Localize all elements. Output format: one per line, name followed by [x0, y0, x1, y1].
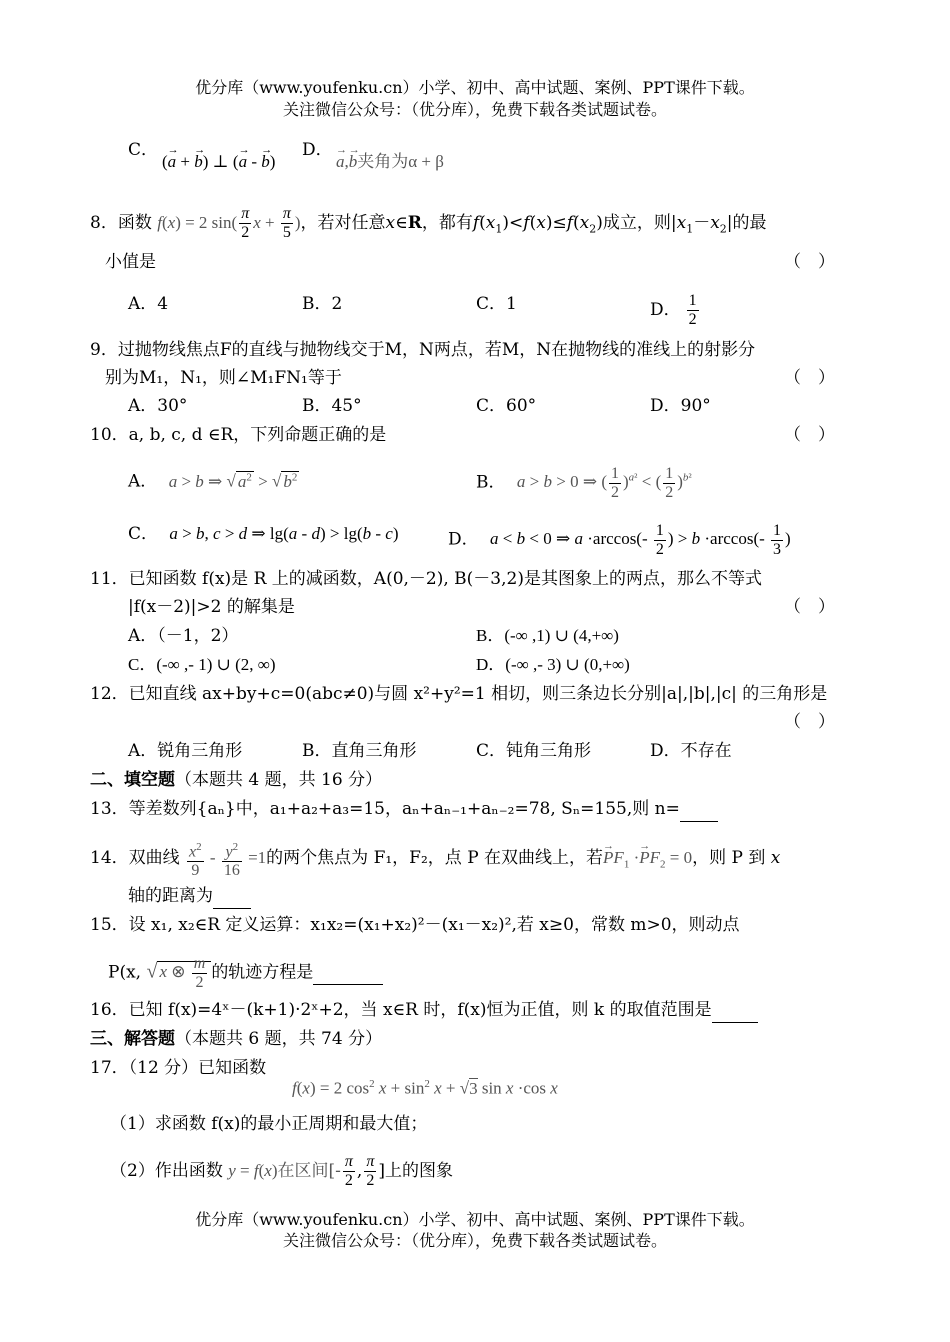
q10-answer-paren: （ ）	[784, 425, 835, 445]
q11-option-c: C．(-∞ ,- 1) ∪ (2, ∞)	[128, 655, 276, 674]
q13-answer-blank	[680, 797, 718, 822]
q12-option-d: D．不存在	[650, 741, 732, 761]
q7-option-c: C．	[128, 140, 159, 160]
q14-stem: 14．双曲线 $\frac{x^2}{9}$ - $\frac{y^2}{16}$ =1的两个焦点为 F₁，F₂，点 P 在双曲线上，若→ $PF_1 \cdot\to PF_2 = 0$，则 P 到 x	[90, 838, 780, 880]
header-line-2: 关注微信公众号：（优分库），免费下载各类试题试卷。	[282, 100, 667, 119]
q9-option-d: D．90°	[650, 396, 711, 416]
q7-option-c-formula: (→ a + → b) ⊥ (→ a - → b)	[162, 150, 275, 174]
q15-stem-line2: P(x, √ x ⊗ $\frac{m}{2}$ 的轨迹方程是	[108, 955, 383, 992]
q7-option-d-formula: → a,→ b夹角为α + β	[336, 150, 444, 174]
q8-frac-pi-5: $\frac{\pi}{5}$	[282, 205, 291, 241]
q11-option-d: D．(-∞ ,- 3) ∪ (0,+∞)	[476, 655, 630, 674]
footer-line-2: 关注微信公众号：（优分库），免费下载各类试题试卷。	[282, 1231, 667, 1250]
q9-stem: 9．过抛物线焦点F的直线与抛物线交于M，N两点，若M，N在抛物线的准线上的射影分	[90, 340, 756, 360]
q15-stem: 15．设 x₁, x₂∈R 定义运算：x₁x₂=(x₁+x₂)²－(x₁－x₂)²,若 x≥0，常数 m>0，则动点	[90, 915, 740, 935]
q17-stem: 17．（12 分）已知函数	[90, 1058, 267, 1078]
q10-option-c: C． a > b, c > d ⇒ lg(a - d) > lg(b - c)	[128, 524, 399, 544]
q12-option-c: C．钝角三角形	[476, 741, 592, 761]
q8-frac-pi-2: $\frac{\pi}{2}$	[241, 205, 250, 241]
q17-sub-2: （2）作出函数 y = f(x)在区间[- $\frac{\pi}{2}$ , $\frac{\pi}{2}$ ]上的图象	[110, 1153, 453, 1189]
q12-stem: 12．已知直线 ax+by+c=0(abc≠0)与圆 x²+y²=1 相切，则三条边长分别|a|,|b|,|c| 的三角形是	[90, 684, 828, 704]
q8-option-d: D． $\frac{1}{2}$	[650, 292, 697, 328]
q8-stem-line2: 小值是	[105, 252, 156, 272]
q8-option-b: B．2	[302, 294, 343, 314]
q11-option-b: B．(-∞ ,1) ∪ (4,+∞)	[476, 626, 619, 645]
footer-line-1: 优分库（www.youfenku.cn）小学、初中、高中试题、案例、PPT课件下载。	[195, 1210, 755, 1229]
section-2-title: 二、填空题（本题共 4 题，共 16 分）	[90, 770, 383, 790]
q10-stem: 10．a, b, c, d ∈R，下列命题正确的是	[90, 425, 387, 445]
q11-option-a: A．（－1，2）	[128, 626, 239, 646]
q10-option-b: B． a > b > 0 ⇒ ( $\frac{1}{2}$ )$^{a^2}$ < ( $\frac{1}{2}$ )$^{b^2}$	[476, 465, 692, 501]
q8-answer-paren: （ ）	[784, 252, 835, 272]
q10-option-a: A． a > b ⇒ √ $a^2$ > √ $b^2$	[128, 471, 298, 492]
q12-answer-paren: （ ）	[784, 712, 835, 732]
q8-option-c: C．1	[476, 294, 517, 314]
q13-stem: 13．等差数列{aₙ}中，a₁+a₂+a₃=15，aₙ+aₙ₋₁+aₙ₋₂=78, Sₙ=155,则 n=	[90, 797, 718, 822]
q9-option-b: B．45°	[302, 396, 362, 416]
q7-option-d: D．	[302, 140, 333, 160]
q17-formula: f(x) = 2 $\cos^2 x + \sin^2 x + √3$ sin x ·cos x	[292, 1078, 558, 1098]
q9-answer-paren: （ ）	[784, 368, 835, 388]
q8-option-d-frac: $\frac{1}{2}$	[688, 292, 697, 328]
q16-stem: 16．已知 f(x)=4ˣ－(k+1)·2ˣ+2，当 x∈R 时，f(x)恒为正值，则 k 的取值范围是	[90, 998, 758, 1023]
header-line-1: 优分库（www.youfenku.cn）小学、初中、高中试题、案例、PPT课件下载。	[195, 78, 755, 97]
q15-answer-blank	[313, 960, 383, 985]
q8-option-a: A．4	[128, 294, 169, 314]
q11-stem: 11．已知函数 f(x)是 R 上的减函数，A(0,－2), B(－3,2)是其图象上的两点，那么不等式	[90, 569, 762, 589]
section-3-title: 三、解答题（本题共 6 题，共 74 分）	[90, 1029, 383, 1049]
q14-stem-line2: 轴的距离为	[128, 884, 251, 909]
q9-option-c: C．60°	[476, 396, 537, 416]
q12-option-b: B．直角三角形	[302, 741, 417, 761]
q10-option-d: D． a < b < 0 ⇒ a ·arccos(- $\frac{1}{2}$ ) > b ·arccos(- $\frac{1}{3}$ )	[448, 522, 791, 558]
q9-option-a: A．30°	[128, 396, 188, 416]
q11-answer-paren: （ ）	[784, 597, 835, 617]
q14-answer-blank	[213, 884, 251, 909]
q12-option-a: A．锐角三角形	[128, 741, 243, 761]
q17-sub-1: （1）求函数 f(x)的最小正周期和最大值；	[110, 1114, 428, 1134]
q8-stem: 8．函数 f(x) = 2 sin( $\frac{\pi}{2}$ x + $\frac{\pi}{5}$ )，若对任意x∈R，都有$f(x_1)<f(x)\le f(x_2)$成立，则$|x_1-x_2|$的最	[90, 205, 767, 241]
q11-stem-line2: |f(x－2)|>2 的解集是	[128, 597, 295, 617]
q9-stem-line2: 别为M₁，N₁，则∠M₁FN₁等于	[105, 368, 342, 388]
q16-answer-blank	[712, 998, 758, 1023]
